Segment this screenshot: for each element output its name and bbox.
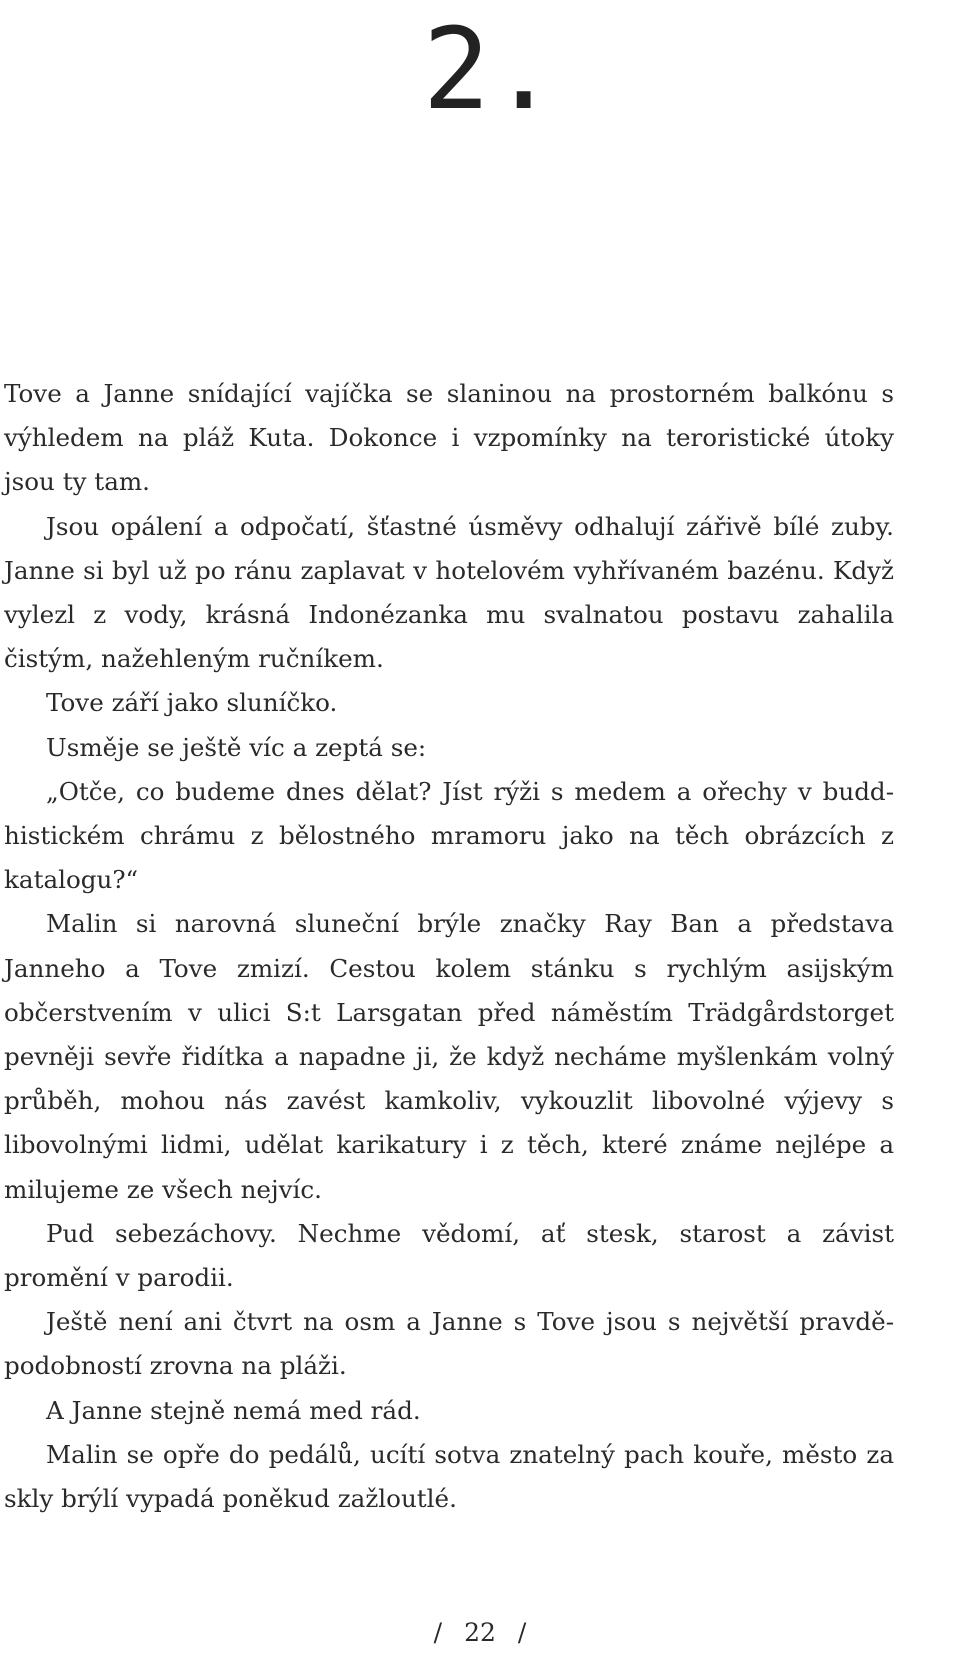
- page-number: 22: [464, 1618, 496, 1647]
- paragraph: Usměje se ještě víc a zeptá se:: [46, 732, 427, 762]
- page-number-separator-left: /: [433, 1618, 443, 1647]
- paragraph: Malin se opře do pedálů, ucítí sotva znatelný pach kouře, město za skly brýlí vypadá poněkud zažloutlé.: [4, 1439, 894, 1514]
- paragraph: Tove a Janne snídající vajíčka se slaninou na prostorném balkónu s výhledem na pláž Kuta. Dokonce i vzpomínky na teroristické útoky jsou ty tam.: [4, 379, 894, 497]
- paragraph: A Janne stejně nemá med rád.: [46, 1395, 421, 1425]
- paragraph: Malin si narovná sluneční brýle značky Ray Ban a představa Janneho a Tove zmizí. Cestou kolem stánku s rychlým asijským občerstvením v ulici S:t Larsgatan před náměstím Trädgårdstorget pevněji sevře řidítka a napadne ji, že když necháme myšlenkám volný průběh, mohou nás zavést kamkoliv, vykouzlit libovolné výjevy s libovolnými lidmi, udělat karikatury i z těch, které známe nejlépe a milujeme ze všech nejvíc.: [4, 909, 894, 1204]
- page-footer: [0, 1618, 960, 1648]
- paragraph: „Otče, co budeme dnes dělat? Jíst rýži s medem a ořechy v buddhistickém chrámu z bělostného mramoru jako na těch obrázcích z katalogu?“: [4, 776, 894, 895]
- paragraph: Ještě není ani čtvrt na osm a Janne s Tove jsou s největší pravděpodobností zrovna na pláži.: [4, 1307, 894, 1381]
- page-number-separator-right: /: [517, 1618, 527, 1647]
- chapter-number-text: 2.: [422, 5, 558, 135]
- chapter-number: [0, 0, 960, 140]
- paragraph: Jsou opálení a odpočatí, šťastné úsměvy odhalují zářivě bílé zuby. Janne si byl už po ránu zaplavat v hotelovém vyhřívaném bazénu. Když vylezl z vody, krásná Indonézanka mu svalnatou postavu zahalila čistým, nažehleným ručníkem.: [4, 511, 894, 674]
- paragraph: Pud sebezáchovy. Nechme vědomí, ať stesk, starost a závist promění v parodii.: [4, 1218, 894, 1293]
- paragraph: Tove září jako sluníčko.: [46, 688, 338, 718]
- chapter-text: [4, 372, 894, 1521]
